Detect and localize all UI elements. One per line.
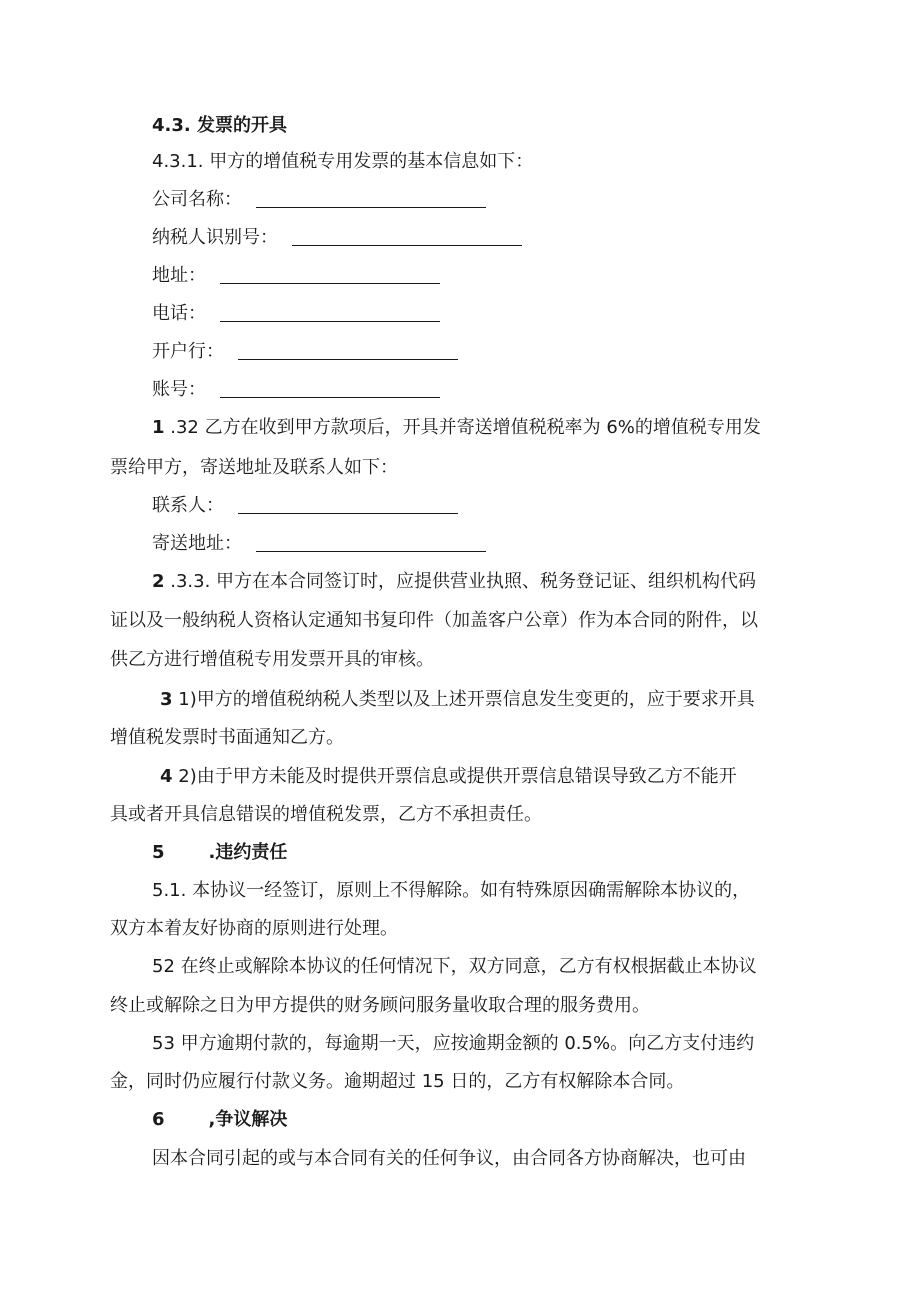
- para-text: 1)甲方的增值税纳税人类型以及上述开票信息发生变更的，应于要求开具: [172, 689, 755, 710]
- para-5-2-line2: 终止或解除之日为甲方提供的财务顾问服务量收取合理的服务费用。: [110, 995, 650, 1016]
- field-label: 寄送地址：: [152, 533, 242, 554]
- section-number: 5: [152, 842, 165, 863]
- field-address: [152, 264, 440, 288]
- para-sub2-line1: [160, 765, 737, 789]
- field-contact-person: [152, 494, 458, 518]
- para-5-1-line1: 5.1. 本协议一经签订，原则上不得解除。如有特殊原因确需解除本协议的，: [152, 880, 751, 901]
- field-company-name: [152, 188, 486, 212]
- para-sub2-line2: 具或者开具信息错误的增值税发票，乙方不承担责任。: [110, 804, 542, 825]
- list-number: 4: [160, 766, 173, 787]
- field-taxpayer-id: [152, 226, 522, 250]
- field-label: 账号：: [152, 379, 206, 400]
- para-5-2-line1: 52 在终止或解除本协议的任何情况下，双方同意，乙方有权根据截止本协议: [152, 956, 757, 977]
- blank-line: [256, 533, 486, 552]
- para-4-3-3-line1: [152, 570, 756, 594]
- para-text: 2)由于甲方未能及时提供开票信息或提供开票信息错误导致乙方不能开: [172, 766, 737, 787]
- section-4-3-1-intro: 4.3.1. 甲方的增值税专用发票的基本信息如下：: [152, 151, 534, 172]
- para-4-3-2-line2: 票给甲方，寄送地址及联系人如下：: [110, 457, 398, 478]
- para-4-3-3-line3: 供乙方进行增值税专用发票开具的审核。: [110, 649, 434, 670]
- field-mailing-address: [152, 532, 486, 556]
- para-text: .3.3. 甲方在本合同签订时，应提供营业执照、税务登记证、组织机构代码: [164, 571, 757, 592]
- section-4-3-title: 4.3. 发票的开具: [152, 115, 287, 136]
- section-number: 6: [152, 1109, 165, 1130]
- field-label: 开户行：: [152, 341, 224, 362]
- field-phone: [152, 302, 440, 326]
- para-6-line1: 因本合同引起的或与本合同有关的任何争议，由合同各方协商解决，也可由: [152, 1148, 746, 1169]
- blank-line: [220, 303, 440, 322]
- para-text: .32 乙方在收到甲方款项后，开具并寄送增值税税率为 6%的增值税专用发: [164, 417, 761, 438]
- blank-line: [256, 189, 486, 208]
- list-number: 2: [152, 571, 165, 592]
- section-5-heading: [152, 841, 287, 865]
- blank-line: [220, 265, 440, 284]
- section-6-heading: [152, 1108, 287, 1132]
- para-4-3-2-line1: [152, 416, 761, 440]
- field-account: [152, 378, 440, 402]
- field-label: 纳税人识别号：: [152, 227, 278, 248]
- field-label: 公司名称：: [152, 189, 242, 210]
- para-5-3-line1: 53 甲方逾期付款的，每逾期一天，应按逾期金额的 0.5%。向乙方支付违约: [152, 1033, 755, 1054]
- field-label: 地址：: [152, 265, 206, 286]
- para-4-3-3-line2: 证以及一般纳税人资格认定通知书复印件（加盖客户公章）作为本合同的附件，以: [110, 610, 758, 631]
- blank-line: [292, 227, 522, 246]
- list-number: 1: [152, 417, 165, 438]
- para-5-1-line2: 双方本着友好协商的原则进行处理。: [110, 918, 398, 939]
- para-sub1-line1: [160, 688, 755, 712]
- section-title: ,争议解决: [208, 1109, 288, 1130]
- list-number: 3: [160, 689, 173, 710]
- blank-line: [220, 379, 440, 398]
- para-sub1-line2: 增值税发票时书面通知乙方。: [110, 727, 344, 748]
- field-bank: [152, 340, 458, 364]
- section-title: .违约责任: [208, 842, 288, 863]
- field-label: 联系人：: [152, 495, 224, 516]
- blank-line: [238, 495, 458, 514]
- blank-line: [238, 341, 458, 360]
- field-label: 电话：: [152, 303, 206, 324]
- para-5-3-line2: 金，同时仍应履行付款义务。逾期超过 15 日的，乙方有权解除本合同。: [110, 1071, 685, 1092]
